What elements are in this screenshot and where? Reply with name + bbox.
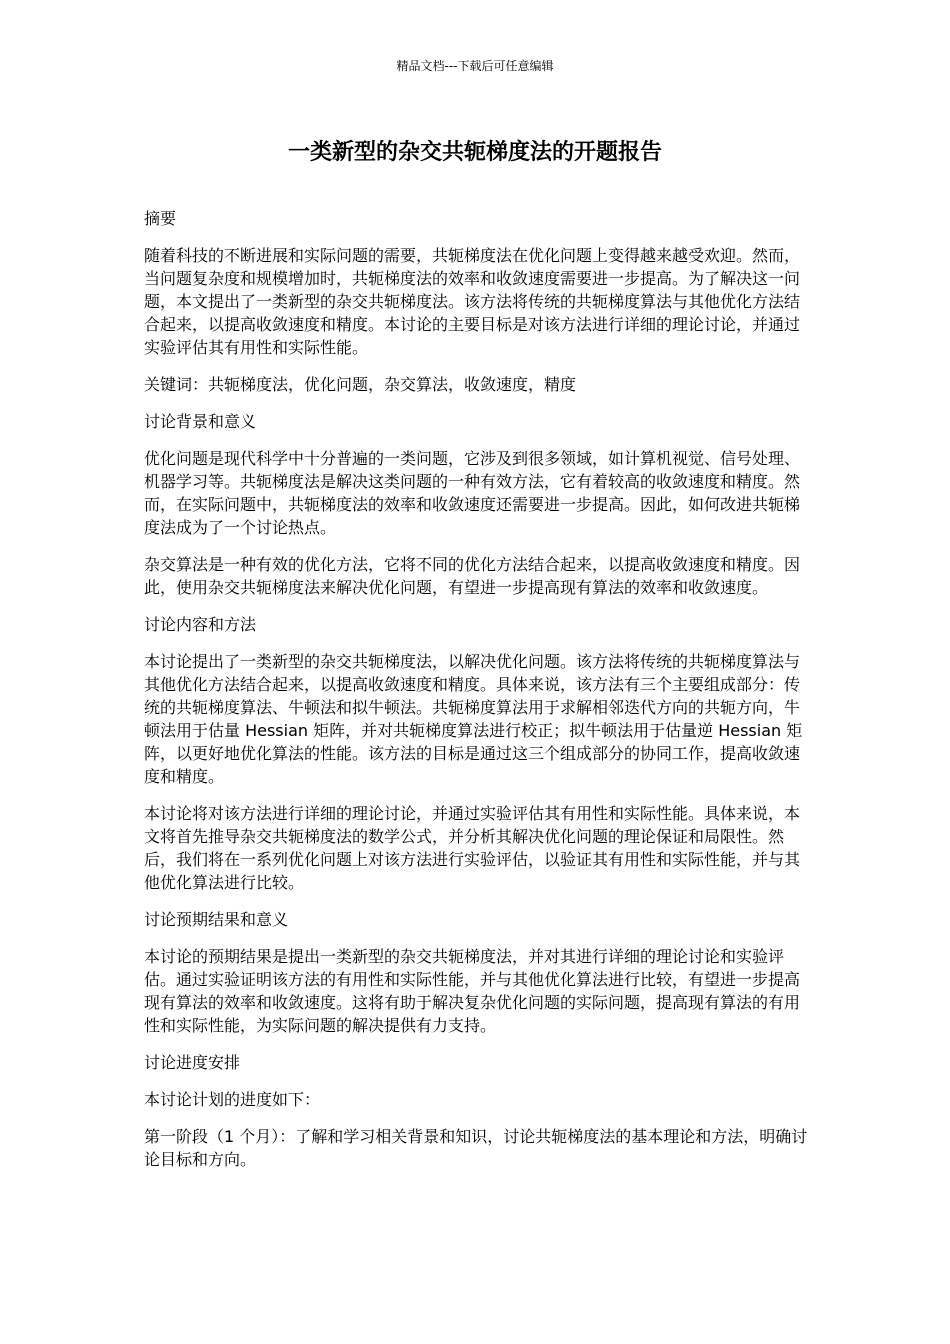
schedule-heading: 讨论进度安排 bbox=[144, 1053, 241, 1072]
abstract-heading: 摘要 bbox=[144, 209, 177, 228]
keywords-line: 关键词：共轭梯度法，优化问题，杂交算法，收敛速度，精度 bbox=[144, 375, 577, 394]
content-heading: 讨论内容和方法 bbox=[144, 615, 257, 634]
background-paragraph-2: 杂交算法是一种有效的优化方法，它将不同的优化方法结合起来，以提高收敛速度和精度。因此，使用杂交共轭梯度法来解决优化问题，有望进一步提高现有算法的效率和收敛速度。 bbox=[144, 555, 801, 597]
expected-heading: 讨论预期结果和意义 bbox=[144, 910, 289, 929]
background-paragraph-1: 优化问题是现代科学中十分普遍的一类问题，它涉及到很多领域，如计算机视觉、信号处理、机器学习等。共轭梯度法是解决这类问题的一种有效方法，它有着较高的收敛速度和精度。然而，在实际问题中，共轭梯度法的效率和收敛速度还需要进一步提高。因此，如何改进共轭梯度法成为了一个讨论热点。 bbox=[144, 449, 801, 537]
document-title: 一类新型的杂交共轭梯度法的开题报告 bbox=[287, 140, 662, 165]
expected-paragraph: 本讨论的预期结果是提出一类新型的杂交共轭梯度法，并对其进行详细的理论讨论和实验评估。通过实验证明该方法的有用性和实际性能，并与其他优化算法进行比较，有望进一步提高现有算法的效率和收敛速度。这将有助于解决复杂优化问题的实际问题，提高现有算法的有用性和实际性能，为实际问题的解决提供有力支持。 bbox=[144, 947, 801, 1035]
schedule-stage-1: 第一阶段（1 个月）：了解和学习相关背景和知识，讨论共轭梯度法的基本理论和方法，明确讨论目标和方向。 bbox=[144, 1127, 808, 1169]
content-paragraph-1: 本讨论提出了一类新型的杂交共轭梯度法，以解决优化问题。该方法将传统的共轭梯度算法与其他优化方法结合起来，以提高收敛速度和精度。具体来说，该方法有三个主要组成部分：传统的共轭梯度算法、牛顿法和拟牛顿法。共轭梯度算法用于求解相邻迭代方向的共轭方向，牛顿法用于估量 Hessian 矩阵，并对共轭梯度算法进行校正；拟牛顿法用于估量逆 Hessian 矩阵，以更好地优化算法的性能。该方法的目标是通过这三个组成部分的协同工作，提高收敛速度和精度。 bbox=[144, 652, 803, 786]
document-body bbox=[144, 207, 810, 1185]
content-paragraph-2: 本讨论将对该方法进行详细的理论讨论，并通过实验评估其有用性和实际性能。具体来说，本文将首先推导杂交共轭梯度法的数学公式，并分析其解决优化问题的理论保证和局限性。然后，我们将在一系列优化问题上对该方法进行实验评估，以验证其有用性和实际性能，并与其他优化算法进行比较。 bbox=[144, 804, 801, 892]
background-heading: 讨论背景和意义 bbox=[144, 412, 257, 431]
header-note: 精品文档---下载后可任意编辑 bbox=[396, 59, 554, 73]
abstract-paragraph: 随着科技的不断进展和实际问题的需要，共轭梯度法在优化问题上变得越来越受欢迎。然而，当问题复杂度和规模增加时，共轭梯度法的效率和收敛速度需要进一步提高。为了解决这一问题，本文提出了一类新型的杂交共轭梯度法。该方法将传统的共轭梯度算法与其他优化方法结合起来，以提高收敛速度和精度。本讨论的主要目标是对该方法进行详细的理论讨论，并通过实验评估其有用性和实际性能。 bbox=[144, 246, 801, 357]
schedule-intro: 本讨论计划的进度如下： bbox=[144, 1090, 321, 1109]
